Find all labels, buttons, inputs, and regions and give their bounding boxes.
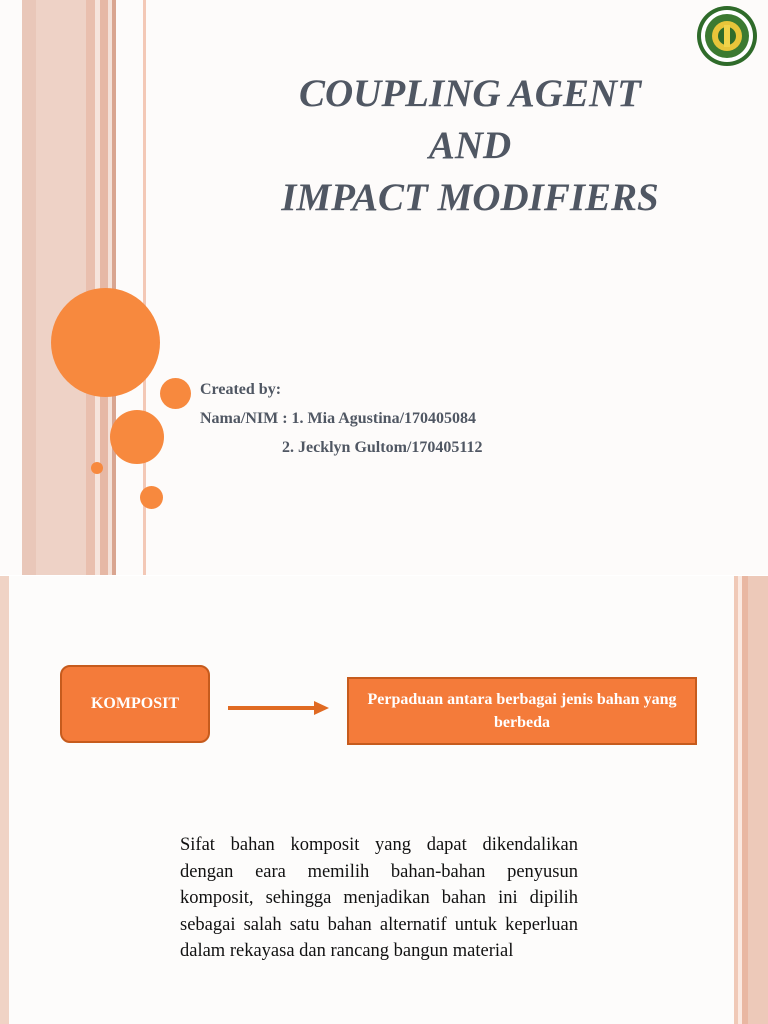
title-line: IMPACT MODIFIERS	[281, 176, 659, 219]
author-2: 2. Jecklyn Gultom/170405112	[282, 439, 483, 456]
presentation-title	[200, 68, 740, 224]
decor-stripe	[0, 576, 9, 1024]
created-by-label: Created by:	[200, 381, 282, 398]
decor-stripe	[22, 0, 36, 575]
decor-circle	[91, 462, 103, 474]
decor-circle	[110, 410, 164, 464]
decor-circle-large	[51, 288, 160, 397]
author-row	[200, 433, 482, 462]
decor-circle	[160, 378, 191, 409]
credits-block	[200, 375, 482, 462]
author-1: 1. Mia Agustina/170405084	[291, 410, 477, 427]
decor-stripe	[86, 0, 95, 575]
decor-stripe	[748, 576, 768, 1024]
komposit-box: KOMPOSIT	[60, 665, 210, 743]
description-paragraph: Sifat bahan komposit yang dapat dikendalikan dengan eara memilih bahan-bahan penyusun komposit, sehingga menjadikan bahan ini dipilih sebagai salah satu bahan alternatif untuk keperluan dalam rekayasa dan rancang bangun material	[180, 835, 578, 961]
decor-stripe	[36, 0, 86, 575]
definition-box: Perpaduan antara berbagai jenis bahan yang berbeda	[347, 677, 697, 745]
author-row	[200, 404, 482, 433]
arrow-right-icon	[228, 698, 330, 718]
content-slide	[0, 576, 768, 1024]
decor-circle	[140, 486, 163, 509]
university-seal-icon	[696, 5, 758, 67]
title-line: AND	[428, 124, 512, 167]
nama-nim-label: Nama/NIM :	[200, 410, 292, 427]
title-line: COUPLING AGENT	[299, 72, 641, 115]
